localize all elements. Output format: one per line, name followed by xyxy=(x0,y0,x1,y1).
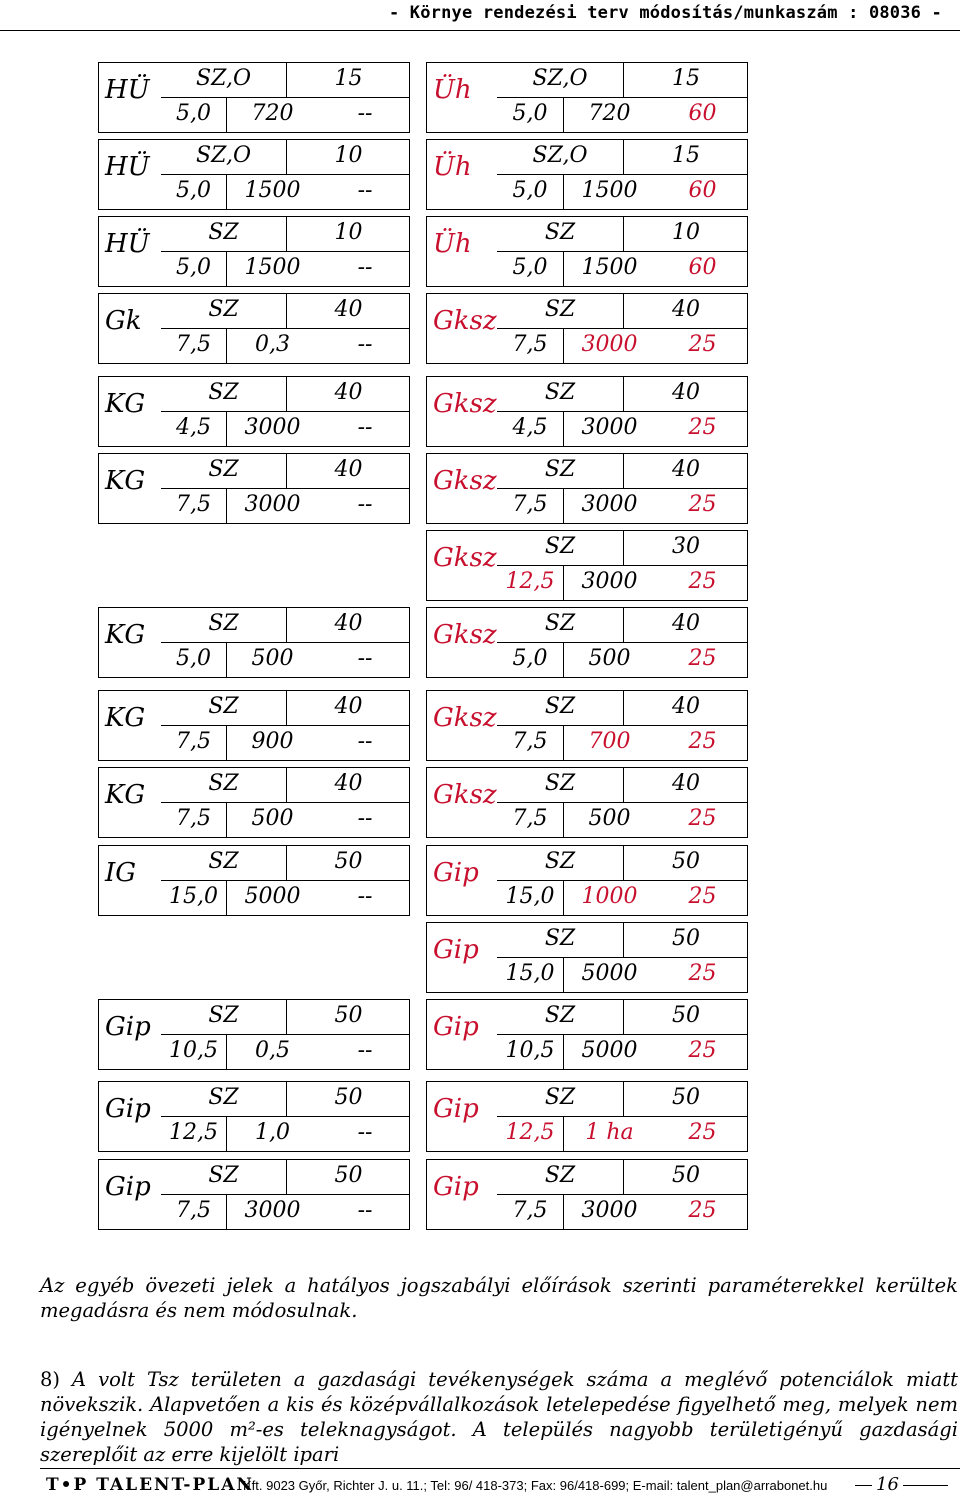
min-green-area: 25 xyxy=(688,646,717,671)
zone-code: HÜ xyxy=(105,229,150,259)
min-plot-size: 5000 xyxy=(244,884,301,909)
building-mode: SZ xyxy=(544,694,576,719)
max-coverage: 40 xyxy=(334,457,363,482)
max-height: 5,0 xyxy=(512,646,548,671)
zone-code: KG xyxy=(105,620,146,650)
max-height: 15,0 xyxy=(505,961,555,986)
max-height: 7,5 xyxy=(512,1198,548,1223)
row-divider xyxy=(161,1116,409,1117)
max-height: 7,5 xyxy=(512,492,548,517)
row-divider xyxy=(497,328,747,329)
building-mode: SZ,O xyxy=(532,66,588,91)
min-green-area: 25 xyxy=(688,415,717,440)
building-mode: SZ xyxy=(208,771,239,796)
building-mode: SZ xyxy=(544,380,576,405)
max-height: 15,0 xyxy=(169,884,218,909)
min-green-area: 25 xyxy=(688,1198,717,1223)
min-green-area: 25 xyxy=(688,961,717,986)
min-green-area: -- xyxy=(357,646,373,671)
row-divider xyxy=(161,880,409,881)
building-mode: SZ xyxy=(208,380,239,405)
min-green-area: -- xyxy=(357,492,373,517)
min-plot-size: 700 xyxy=(588,729,631,754)
zone-code: Gksz xyxy=(433,703,497,733)
zone-code: Üh xyxy=(433,75,472,105)
min-green-area: -- xyxy=(357,415,373,440)
min-plot-size: 720 xyxy=(588,101,631,126)
zone-box xyxy=(426,999,748,1070)
max-coverage: 40 xyxy=(672,297,700,322)
building-mode: SZ,O xyxy=(196,66,251,91)
row-divider xyxy=(497,642,747,643)
min-green-area: 60 xyxy=(688,178,717,203)
zone-code: Gip xyxy=(433,858,479,888)
max-height: 10,5 xyxy=(169,1038,218,1063)
zone-box xyxy=(98,62,410,133)
building-mode: SZ xyxy=(544,926,576,951)
max-height: 7,5 xyxy=(176,729,211,754)
zone-code: Gip xyxy=(105,1094,151,1124)
row-divider xyxy=(497,802,747,803)
row-divider xyxy=(497,1034,747,1035)
max-coverage: 15 xyxy=(672,66,700,91)
zone-box xyxy=(98,999,410,1070)
row-divider xyxy=(497,411,747,412)
max-coverage: 50 xyxy=(334,1085,363,1110)
max-coverage: 10 xyxy=(672,220,700,245)
row-divider xyxy=(497,251,747,252)
zone-code: Üh xyxy=(433,152,472,182)
max-height: 5,0 xyxy=(176,178,211,203)
building-mode: SZ xyxy=(544,1163,576,1188)
min-green-area: 25 xyxy=(688,806,717,831)
max-height: 4,5 xyxy=(512,415,548,440)
page-number: 16 xyxy=(872,1474,903,1495)
zone-code: Gip xyxy=(433,1094,479,1124)
min-plot-size: 0,3 xyxy=(255,332,290,357)
zone-box xyxy=(98,216,410,287)
row-divider xyxy=(161,174,409,175)
zone-code: HÜ xyxy=(105,152,150,182)
zone-box xyxy=(426,62,748,133)
max-coverage: 15 xyxy=(672,143,700,168)
max-height: 5,0 xyxy=(512,178,548,203)
paragraph-text: Az egyéb övezeti jelek a hatályos jogszabályi előírások szerinti paraméterekkel kerültek megadásra és nem módosulnak. xyxy=(40,1274,958,1322)
zone-box xyxy=(98,453,410,524)
min-plot-size: 500 xyxy=(251,806,294,831)
zone-code: IG xyxy=(105,858,137,888)
min-plot-size: 3000 xyxy=(581,492,638,517)
footer xyxy=(40,1468,960,1503)
max-height: 5,0 xyxy=(176,255,211,280)
building-mode: SZ xyxy=(544,1003,576,1028)
row-divider xyxy=(497,565,747,566)
row-divider xyxy=(497,488,747,489)
zone-box xyxy=(98,1159,410,1230)
max-coverage: 40 xyxy=(672,611,700,636)
min-green-area: 25 xyxy=(688,492,717,517)
max-height: 5,0 xyxy=(512,255,548,280)
row-divider xyxy=(161,802,409,803)
row-divider xyxy=(497,174,747,175)
min-plot-size: 1000 xyxy=(581,884,638,909)
max-coverage: 50 xyxy=(672,849,700,874)
zone-box xyxy=(426,845,748,916)
max-height: 7,5 xyxy=(512,332,548,357)
zone-code: KG xyxy=(105,466,146,496)
row-divider xyxy=(497,957,747,958)
zone-code: Gip xyxy=(433,1012,479,1042)
min-plot-size: 5000 xyxy=(581,961,638,986)
max-height: 5,0 xyxy=(512,101,548,126)
row-divider xyxy=(161,97,409,98)
row-divider xyxy=(161,488,409,489)
max-coverage: 50 xyxy=(672,1085,700,1110)
row-divider xyxy=(497,1116,747,1117)
zone-box xyxy=(426,453,748,524)
min-plot-size: 500 xyxy=(588,646,631,671)
min-green-area: 25 xyxy=(688,332,717,357)
zone-box xyxy=(98,767,410,838)
max-coverage: 10 xyxy=(334,143,363,168)
zone-box xyxy=(426,767,748,838)
zone-box xyxy=(426,607,748,678)
zone-code: HÜ xyxy=(105,75,150,105)
building-mode: SZ xyxy=(208,849,239,874)
row-divider xyxy=(497,725,747,726)
max-height: 10,5 xyxy=(505,1038,555,1063)
min-green-area: -- xyxy=(357,101,373,126)
min-green-area: -- xyxy=(357,1198,373,1223)
zone-code: Gip xyxy=(433,1172,479,1202)
max-coverage: 40 xyxy=(672,771,700,796)
building-mode: SZ xyxy=(208,220,239,245)
zone-box xyxy=(98,1081,410,1152)
building-mode: SZ xyxy=(544,297,576,322)
max-height: 7,5 xyxy=(512,806,548,831)
zone-box xyxy=(426,922,748,993)
zone-code: Gksz xyxy=(433,306,497,336)
max-coverage: 10 xyxy=(334,220,363,245)
max-coverage: 40 xyxy=(334,771,363,796)
max-coverage: 50 xyxy=(334,1003,363,1028)
max-height: 5,0 xyxy=(176,101,211,126)
max-height: 7,5 xyxy=(176,492,211,517)
zone-code: Gip xyxy=(105,1172,151,1202)
max-coverage: 40 xyxy=(334,297,363,322)
min-plot-size: 1500 xyxy=(244,178,301,203)
zone-box xyxy=(98,845,410,916)
min-plot-size: 1 ha xyxy=(585,1120,634,1145)
min-green-area: -- xyxy=(357,884,373,909)
min-plot-size: 0,5 xyxy=(255,1038,290,1063)
zone-box xyxy=(426,139,748,210)
max-height: 12,5 xyxy=(505,569,555,594)
row-divider xyxy=(497,97,747,98)
max-height: 7,5 xyxy=(176,332,211,357)
max-height: 12,5 xyxy=(169,1120,218,1145)
min-plot-size: 500 xyxy=(251,646,294,671)
row-divider xyxy=(161,251,409,252)
min-plot-size: 1500 xyxy=(581,255,638,280)
min-plot-size: 500 xyxy=(588,806,631,831)
company-address: Kft. 9023 Győr, Richter J. u. 11.; Tel: 96/ 418-373; Fax: 96/418-699; E-mail: talent_plan@arrabonet.hu xyxy=(243,1478,828,1493)
max-height: 15,0 xyxy=(505,884,555,909)
zone-box xyxy=(426,293,748,364)
row-divider xyxy=(497,880,747,881)
zone-code: Gk xyxy=(105,306,142,336)
min-green-area: 25 xyxy=(688,569,717,594)
building-mode: SZ xyxy=(544,771,576,796)
max-height: 7,5 xyxy=(176,1198,211,1223)
max-height: 5,0 xyxy=(176,646,211,671)
max-coverage: 50 xyxy=(334,1163,363,1188)
min-plot-size: 3000 xyxy=(244,492,301,517)
company-logo: T•P TALENT-PLAN xyxy=(46,1475,254,1495)
min-green-area: -- xyxy=(357,806,373,831)
max-coverage: 15 xyxy=(334,66,363,91)
building-mode: SZ xyxy=(544,220,576,245)
building-mode: SZ xyxy=(208,1163,239,1188)
paragraph-other-zones xyxy=(40,1274,958,1324)
row-divider xyxy=(161,1194,409,1195)
zone-box xyxy=(426,1159,748,1230)
building-mode: SZ,O xyxy=(196,143,251,168)
zone-code: KG xyxy=(105,780,146,810)
paragraph-8 xyxy=(40,1368,958,1468)
min-green-area: 60 xyxy=(688,101,717,126)
max-coverage: 40 xyxy=(334,380,363,405)
max-height: 7,5 xyxy=(512,729,548,754)
min-plot-size: 5000 xyxy=(581,1038,638,1063)
building-mode: SZ xyxy=(544,457,576,482)
min-green-area: 25 xyxy=(688,1120,717,1145)
zone-code: Üh xyxy=(433,229,472,259)
zone-box xyxy=(426,216,748,287)
zone-box xyxy=(98,293,410,364)
zone-box xyxy=(98,607,410,678)
min-plot-size: 3000 xyxy=(581,569,638,594)
min-green-area: 60 xyxy=(688,255,717,280)
zone-box xyxy=(426,1081,748,1152)
building-mode: SZ xyxy=(544,611,576,636)
zone-code: Gip xyxy=(105,1012,151,1042)
building-mode: SZ xyxy=(208,611,239,636)
building-mode: SZ xyxy=(208,297,239,322)
row-divider xyxy=(497,1194,747,1195)
row-divider xyxy=(161,411,409,412)
min-plot-size: 900 xyxy=(251,729,294,754)
min-plot-size: 1,0 xyxy=(255,1120,290,1145)
max-height: 7,5 xyxy=(176,806,211,831)
max-coverage: 50 xyxy=(334,849,363,874)
building-mode: SZ xyxy=(544,1085,576,1110)
min-green-area: -- xyxy=(357,1038,373,1063)
max-coverage: 40 xyxy=(672,457,700,482)
min-plot-size: 3000 xyxy=(581,332,638,357)
max-coverage: 30 xyxy=(672,534,700,559)
zone-code: KG xyxy=(105,389,146,419)
max-coverage: 40 xyxy=(672,694,700,719)
min-plot-size: 1500 xyxy=(581,178,638,203)
min-green-area: -- xyxy=(357,729,373,754)
zone-box xyxy=(426,376,748,447)
building-mode: SZ xyxy=(208,694,239,719)
min-green-area: -- xyxy=(357,255,373,280)
min-green-area: -- xyxy=(357,1120,373,1145)
row-divider xyxy=(161,328,409,329)
building-mode: SZ xyxy=(208,1003,239,1028)
max-height: 12,5 xyxy=(505,1120,555,1145)
building-mode: SZ xyxy=(544,849,576,874)
zone-box xyxy=(98,139,410,210)
max-coverage: 50 xyxy=(672,926,700,951)
row-divider xyxy=(161,725,409,726)
paragraph-text: A volt Tsz területen a gazdasági tevékenységek száma a meglévő potenciálok miatt növekszik. Alapvetően a kis és középvállalkozások letelepedése figyelhető meg, melyek nem igényelnek 5000 m²-es teleknagyságot. A település nagyobb területigényű gazdasági szereplőit az erre kijelölt ipari xyxy=(40,1368,959,1466)
min-green-area: 25 xyxy=(688,1038,717,1063)
min-plot-size: 3000 xyxy=(581,415,638,440)
document-title: - Környe rendezési terv módosítás/munkaszám : 08036 - xyxy=(388,3,942,23)
zone-code: Gksz xyxy=(433,543,497,573)
zone-box xyxy=(426,530,748,601)
zone-code: Gip xyxy=(433,935,479,965)
min-plot-size: 3000 xyxy=(581,1198,638,1223)
zone-code: Gksz xyxy=(433,389,497,419)
min-plot-size: 3000 xyxy=(244,1198,301,1223)
building-mode: SZ xyxy=(544,534,576,559)
min-green-area: -- xyxy=(357,178,373,203)
zone-code: KG xyxy=(105,703,146,733)
zone-code: Gksz xyxy=(433,466,497,496)
paragraph-number: 8) xyxy=(40,1368,61,1391)
max-coverage: 50 xyxy=(672,1163,700,1188)
zone-box xyxy=(98,376,410,447)
min-plot-size: 1500 xyxy=(244,255,301,280)
building-mode: SZ,O xyxy=(532,143,588,168)
max-coverage: 50 xyxy=(672,1003,700,1028)
max-coverage: 40 xyxy=(334,694,363,719)
zone-box xyxy=(426,690,748,761)
max-height: 4,5 xyxy=(176,415,211,440)
zone-box xyxy=(98,690,410,761)
min-plot-size: 3000 xyxy=(244,415,301,440)
min-green-area: -- xyxy=(357,332,373,357)
building-mode: SZ xyxy=(208,1085,239,1110)
min-green-area: 25 xyxy=(688,729,717,754)
min-plot-size: 720 xyxy=(251,101,294,126)
min-green-area: 25 xyxy=(688,884,717,909)
building-mode: SZ xyxy=(208,457,239,482)
zone-code: Gksz xyxy=(433,620,497,650)
row-divider xyxy=(161,642,409,643)
zone-code: Gksz xyxy=(433,780,497,810)
max-coverage: 40 xyxy=(672,380,700,405)
max-coverage: 40 xyxy=(334,611,363,636)
row-divider xyxy=(161,1034,409,1035)
